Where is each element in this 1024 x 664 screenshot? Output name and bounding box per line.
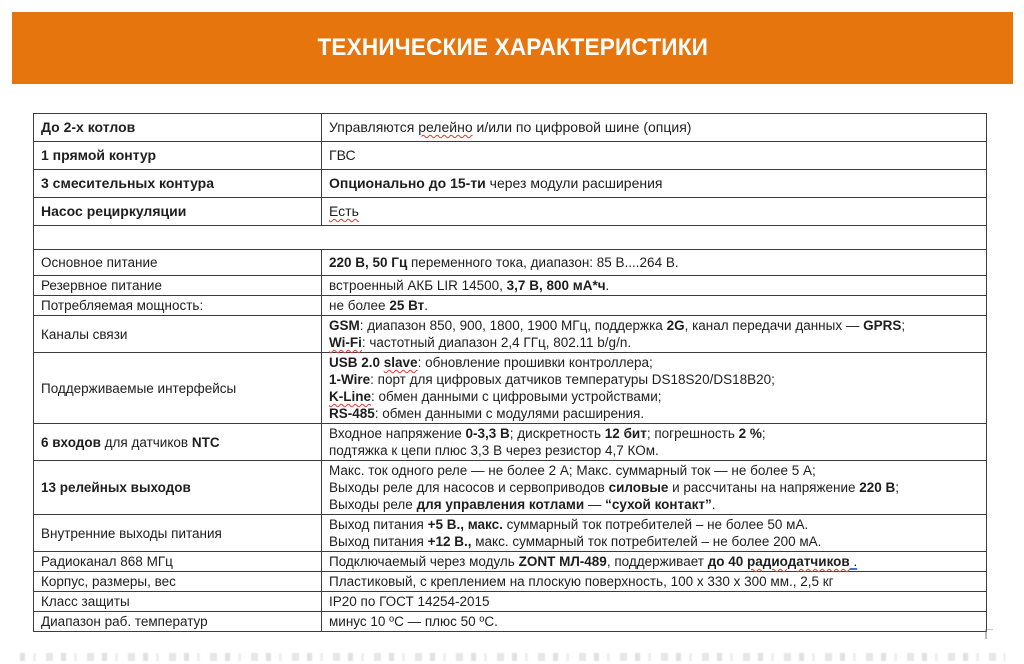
spec-row (34, 114, 987, 142)
spec-label-cell (34, 170, 322, 198)
text-run: Выход питания (329, 517, 428, 532)
text-run: Выходы реле для насосов и сервоприводов (329, 480, 609, 495)
title-banner (12, 12, 1013, 84)
page-title: ТЕХНИЧЕСКИЕ ХАРАКТЕРИСТИКИ (317, 34, 708, 61)
spec-row (34, 461, 987, 515)
spec-value-line (329, 254, 979, 271)
text-run: USB 2.0 (329, 355, 384, 370)
text-run: подтяжка к цепи плюс 3,3 В через резистор 4,7 КОм. (329, 443, 659, 458)
spec-label-cell (34, 198, 322, 226)
text-run: , канал передачи данных — (684, 318, 864, 333)
spec-value-line (329, 354, 979, 371)
spec-value-line (329, 175, 979, 192)
cutoff-text-fragments (20, 653, 1005, 661)
spec-value-line (329, 334, 979, 351)
text-run: Макс. ток одного реле — не более 2 А; Макс. суммарный ток — не более 5 А; (329, 463, 816, 478)
text-run: IP20 по ГОСТ 14254-2015 (329, 594, 490, 609)
spec-value-line (329, 533, 979, 550)
text-run: 1-Wire (329, 372, 371, 387)
text-run: : обмен данными с цифровыми устройствами; (371, 389, 662, 404)
text-run: радиодатчиков (747, 554, 850, 569)
text-run: ; (901, 318, 906, 333)
text-run: Насос рециркуляции (41, 203, 187, 219)
text-run: : диапазон 850, 900, 1800, 1900 МГц, поддержка (359, 318, 667, 333)
text-run: Поддерживаемые интерфейсы (41, 380, 237, 396)
text-run: До 2-х котлов (41, 119, 136, 135)
text-run: Резервное питание (41, 278, 162, 293)
text-run: , поддерживает (606, 554, 708, 569)
text-run: 25 Вт (389, 298, 425, 313)
spec-label-cell (34, 296, 322, 316)
text-run: встроенный АКБ LIR 14500, (329, 278, 507, 293)
text-run: : обмен данными с модулями расширения. (374, 406, 645, 421)
spec-label-cell (34, 552, 322, 572)
text-run: GSM (329, 318, 360, 333)
text-run: 13 релейных выходов (41, 480, 191, 495)
spec-label-cell (34, 515, 322, 552)
spec-row (34, 353, 987, 424)
text-run: +12 В., (427, 534, 472, 549)
text-run: Класс защиты (41, 594, 130, 609)
spec-label-cell (34, 424, 322, 461)
text-run: Wi-Fi (329, 335, 362, 350)
text-run: K-Line (329, 389, 371, 404)
spec-value-cell (322, 552, 987, 572)
text-run: релейно (418, 119, 473, 135)
text-run: . (711, 497, 716, 512)
spec-value-line (329, 573, 979, 590)
spec-row (34, 515, 987, 552)
text-run: Каналы связи (41, 326, 128, 342)
text-run: ; погрешность (646, 426, 739, 441)
spec-value-cell (322, 250, 987, 276)
spacer-row (34, 226, 987, 250)
spec-row (34, 592, 987, 612)
text-run: : обновление прошивки контроллера; (417, 355, 653, 370)
text-run: — (584, 497, 606, 512)
spec-row (34, 276, 987, 296)
text-run: Выход питания (329, 534, 428, 549)
text-run: переменного тока, диапазон: 85 В....264 В. (407, 255, 679, 270)
spec-row (34, 198, 987, 226)
text-run: 3,7 В, 800 мА*ч (506, 278, 606, 293)
spec-label-cell (34, 276, 322, 296)
spec-label-cell (34, 316, 322, 353)
text-run: ; дискретность (509, 426, 605, 441)
spec-row (34, 424, 987, 461)
spec-table-container (33, 113, 987, 632)
spec-value-cell (322, 170, 987, 198)
text-run: и/или по цифровой шине (опция) (472, 119, 692, 135)
spec-label-cell (34, 353, 322, 424)
spec-value-line (329, 593, 979, 610)
text-run: Управляются (329, 119, 419, 135)
spec-label-cell (34, 114, 322, 142)
spec-value-line (329, 297, 979, 314)
spec-row (34, 142, 987, 170)
spec-table (33, 113, 987, 632)
spec-value-line (329, 496, 979, 513)
text-run: для датчиков (100, 434, 192, 450)
text-run: Основное питание (41, 255, 158, 270)
text-run: Корпус, размеры, вес (41, 574, 176, 589)
spec-label-cell (34, 612, 322, 632)
spec-value-line (329, 553, 979, 570)
text-run: Есть (329, 203, 359, 219)
text-run: Подключаемый через модуль (329, 554, 519, 569)
spec-value-line (329, 317, 979, 334)
spec-row (34, 170, 987, 198)
table-corner-artifact (985, 629, 993, 639)
spec-value-cell (322, 353, 987, 424)
spec-row (34, 250, 987, 276)
spec-value-line (329, 462, 979, 479)
text-run: 220 В (859, 480, 896, 495)
text-run: силовые (608, 480, 669, 495)
spec-value-line (329, 388, 979, 405)
text-run: Входное напряжение (329, 426, 466, 441)
spec-value-cell (322, 461, 987, 515)
text-run: 2 % (738, 426, 762, 441)
text-run: Диапазон раб. температур (41, 614, 208, 629)
text-run: : частотный диапазон 2,4 ГГц, 802.11 b/g/n. (361, 335, 632, 350)
text-run: и рассчитаны на напряжение (668, 480, 860, 495)
text-run: 220 В, 50 Гц (329, 255, 408, 270)
spec-value-cell (322, 592, 987, 612)
spec-value-line (329, 371, 979, 388)
spec-value-line (329, 516, 979, 533)
spec-value-line (329, 277, 979, 294)
text-run: slave (383, 355, 418, 370)
spec-value-line (329, 405, 979, 422)
spec-row (34, 296, 987, 316)
text-run: ; (895, 480, 900, 495)
text-run: +5 В., макс. (427, 517, 503, 532)
text-run: ГВС (329, 147, 356, 163)
text-run: . (424, 298, 429, 313)
spec-label-cell (34, 461, 322, 515)
spec-value-cell (322, 316, 987, 353)
text-run: Выходы реле (329, 497, 417, 512)
text-run: для управления котлами (416, 497, 585, 512)
spec-value-line (329, 203, 979, 220)
spec-value-cell (322, 198, 987, 226)
text-run: 3 смесительных контура (41, 175, 215, 191)
text-run: Внутренние выходы питания (41, 525, 222, 541)
text-run: “сухой контакт” (605, 497, 712, 512)
text-run: 1 прямой контур (41, 147, 157, 163)
spec-value-cell (322, 515, 987, 552)
text-run: NTC (191, 434, 220, 450)
text-run: не более (329, 298, 390, 313)
spec-value-cell (322, 276, 987, 296)
text-run: . (849, 554, 858, 569)
text-run: : порт для цифровых датчиков температуры DS18S20/DS18B20; (370, 372, 775, 387)
text-run: через модули расширения (485, 175, 663, 191)
spec-value-cell (322, 114, 987, 142)
text-run: 6 входов (41, 434, 101, 450)
spec-value-line (329, 147, 979, 164)
spacer-cell (34, 226, 987, 250)
spec-label-cell (34, 142, 322, 170)
text-run: ; (761, 426, 766, 441)
spec-value-line (329, 613, 979, 630)
spec-value-cell (322, 142, 987, 170)
spec-label-cell (34, 250, 322, 276)
text-run: минус 10 ºС — плюс 50 ºС. (329, 614, 498, 629)
spec-value-line (329, 425, 979, 442)
text-run: 2G (666, 318, 685, 333)
text-run: 12 бит (604, 426, 647, 441)
spec-label-cell (34, 572, 322, 592)
text-run: Опционально до 15-ти (329, 175, 486, 191)
text-run: Пластиковый, с креплением на плоскую поверхность, 100 х 330 х 300 мм., 2,5 кг (329, 574, 834, 589)
text-run: Потребляемая мощность: (41, 298, 204, 313)
text-run: макс. суммарный ток потребителей – не более 200 мА. (471, 534, 822, 549)
spec-value-cell (322, 572, 987, 592)
text-run: суммарный ток потребителей – не более 50 мА. (502, 517, 809, 532)
spec-label-cell (34, 592, 322, 612)
text-run: . (605, 278, 610, 293)
text-run: ZONT МЛ-489 (518, 554, 607, 569)
spec-value-line (329, 119, 979, 136)
spec-value-line (329, 479, 979, 496)
text-run: GPRS (863, 318, 902, 333)
spec-row (34, 572, 987, 592)
text-run: Радиоканал 868 МГц (41, 554, 173, 569)
text-run: RS-485 (329, 406, 375, 421)
spec-value-line (329, 442, 979, 459)
spec-row (34, 552, 987, 572)
spec-value-cell (322, 296, 987, 316)
spec-value-cell (322, 612, 987, 632)
spec-row (34, 612, 987, 632)
text-run: 0-3,3 В (465, 426, 510, 441)
text-run: до 40 (707, 554, 748, 569)
spec-value-cell (322, 424, 987, 461)
spec-row (34, 316, 987, 353)
